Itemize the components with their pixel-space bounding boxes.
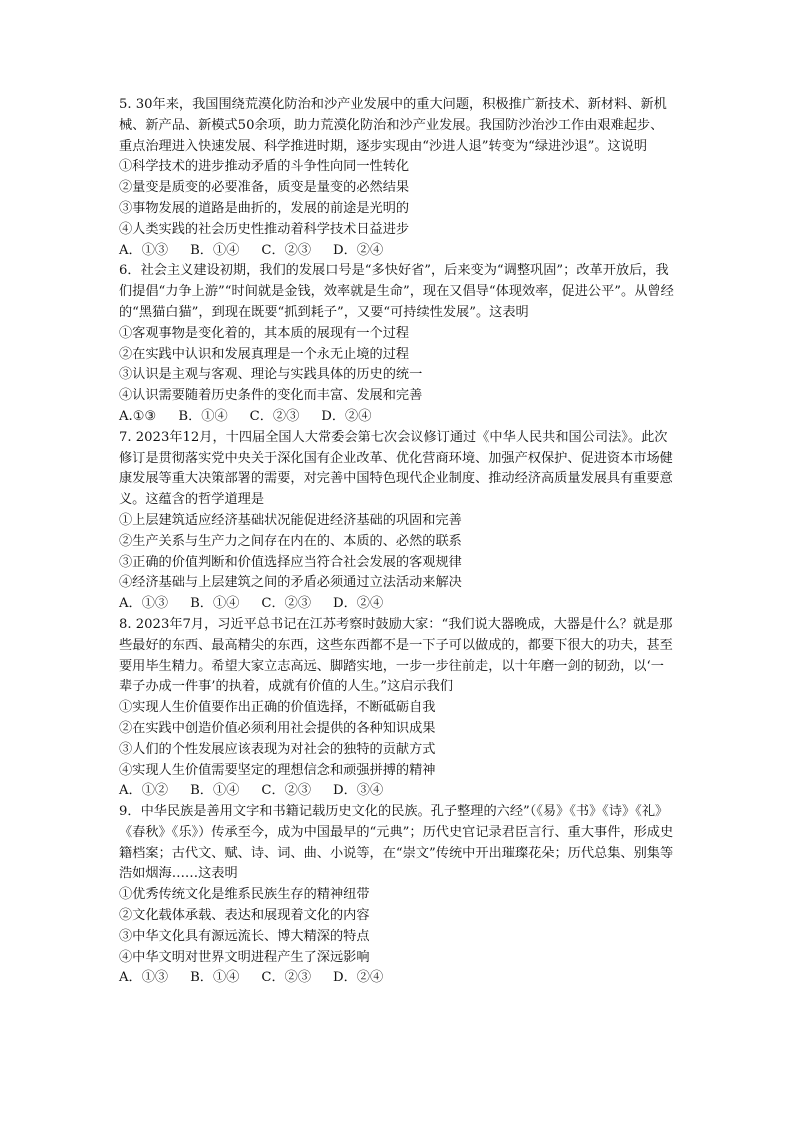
option-1: ①实现人生价值要作出正确的价值选择，不断砥砺自我 <box>119 700 436 716</box>
option-2: ②生产关系与生产力之间存在内在的、本质的、必然的联系 <box>119 533 462 549</box>
answer-c: C．②③ <box>261 242 312 258</box>
answer-c: C．②③ <box>261 596 312 612</box>
question-6 <box>119 261 675 427</box>
answer-a: A.①③ <box>119 408 157 424</box>
answer-a: A．①② <box>119 783 169 799</box>
answer-a: A．①③ <box>119 596 169 612</box>
exam-page <box>119 95 675 989</box>
question-stem: 5. 30年来，我国围绕荒漠化防治和沙产业发展中的重大问题，积极推广新技术、新材料、新机械、新产品、新模式50余项，助力荒漠化防治和沙产业发展。我国防沙治沙工作由艰难起步、重点治理进入快速发展、科学推进时期，逐步实现由“沙进人退”转变为“绿进沙退”。这说明 <box>119 97 667 154</box>
answer-choices <box>119 781 675 802</box>
option-2: ②在实践中认识和发展真理是一个永无止境的过程 <box>119 346 410 362</box>
option-1: ①上层建筑适应经济基础状况能促进经济基础的巩固和完善 <box>119 512 462 528</box>
answer-choices <box>119 241 675 262</box>
option-3: ③事物发展的道路是曲折的，发展的前途是光明的 <box>119 200 410 216</box>
answer-a: A．①③ <box>119 970 169 986</box>
answer-a: A．①③ <box>119 242 169 258</box>
option-4: ④认识需要随着历史条件的变化而丰富、发展和完善 <box>119 388 423 404</box>
answer-b: B．①④ <box>190 596 240 612</box>
question-7 <box>119 428 675 615</box>
answer-c: C．②③ <box>249 408 300 424</box>
answer-b: B．①④ <box>178 408 228 424</box>
question-stem: 8. 2023年7月，习近平总书记在江苏考察时鼓励大家：“我们说大器晚成，大器是什么？就是那些最好的东西、最高精尖的东西，这些东西都不是一下子可以做成的，都要下很大的功夫，甚至要用毕生精力。希望大家立志高远、脚踏实地，一步一步往前走，以十年磨一剑的韧劲，以‘一辈子办成一件事’的执着，成就有价值的人生。”这启示我们 <box>119 616 673 695</box>
option-4: ④经济基础与上层建筑之间的矛盾必须通过立法活动来解决 <box>119 575 462 591</box>
answer-c: C．②③ <box>261 970 312 986</box>
option-2: ②量变是质变的必要准备，质变是量变的必然结果 <box>119 180 410 196</box>
answer-d: D．③④ <box>333 783 384 799</box>
question-stem: 6．社会主义建设初期，我们的发展口号是“多快好省”，后来变为“调整巩固”；改革开放后，我们提倡“力争上游”“时间就是金钱，效率就是生命”，现在又倡导“体现效率，促进公平”。从曾经的“黑猫白猫”，到现在既要“抓到耗子”，又要“可持续性发展”。这表明 <box>119 263 674 320</box>
option-4: ④人类实践的社会历史性推动着科学技术日益进步 <box>119 221 410 237</box>
answer-b: B．①④ <box>190 783 240 799</box>
option-3: ③正确的价值判断和价值选择应当符合社会发展的客观规律 <box>119 554 462 570</box>
question-8 <box>119 615 675 802</box>
question-9 <box>119 802 675 989</box>
question-stem: 9．中华民族是善用文字和书籍记载历史文化的民族。孔子整理的六经”（《易》《书》《诗》《礼》《春秋》《乐》）传承至今，成为中国最早的“元典”；历代史官记录君臣言行、重大事件，形成史籍档案；古代文、赋、诗、词、曲、小说等，在“崇文”传统中开出璀璨花朵；历代总集、别集等浩如烟海……这表明 <box>119 804 674 882</box>
answer-d: D．②④ <box>333 970 384 986</box>
option-3: ③人们的个性发展应该表现为对社会的独特的贡献方式 <box>119 741 436 757</box>
option-1: ①优秀传统文化是维系民族生存的精神纽带 <box>119 887 370 903</box>
option-1: ①客观事物是变化着的，其本质的展现有一个过程 <box>119 325 410 341</box>
option-4: ④中华文明对世界文明进程产生了深远影响 <box>119 949 370 965</box>
answer-d: D．②④ <box>333 242 384 258</box>
answer-c: C．②③ <box>261 783 312 799</box>
answer-choices <box>119 968 675 989</box>
answer-choices <box>119 594 675 615</box>
answer-d: D．②④ <box>321 408 372 424</box>
option-3: ③中华文化具有源远流长、博大精深的特点 <box>119 928 370 944</box>
option-4: ④实现人生价值需要坚定的理想信念和顽强拼搏的精神 <box>119 762 436 778</box>
answer-d: D．②④ <box>333 596 384 612</box>
option-2: ②在实践中创造价值必须利用社会提供的各种知识成果 <box>119 720 436 736</box>
answer-b: B．①④ <box>190 970 240 986</box>
question-5 <box>119 95 675 261</box>
option-2: ②文化载体承载、表达和展现着文化的内容 <box>119 908 370 924</box>
option-1: ①科学技术的进步推动矛盾的斗争性向同一性转化 <box>119 159 410 175</box>
option-3: ③认识是主观与客观、理论与实践具体的历史的统一 <box>119 367 423 383</box>
answer-choices <box>119 407 675 428</box>
answer-b: B．①④ <box>190 242 240 258</box>
question-stem: 7. 2023年12月，十四届全国人大常委会第七次会议修订通过《中华人民共和国公司法》。此次修订是贯彻落实党中央关于深化国有企业改革、优化营商环境、加强产权保护、促进资本市场健康发展等重大决策部署的需要，对完善中国特色现代企业制度、推动经济高质量发展具有重要意义。这蕴含的哲学道理是 <box>119 429 673 508</box>
